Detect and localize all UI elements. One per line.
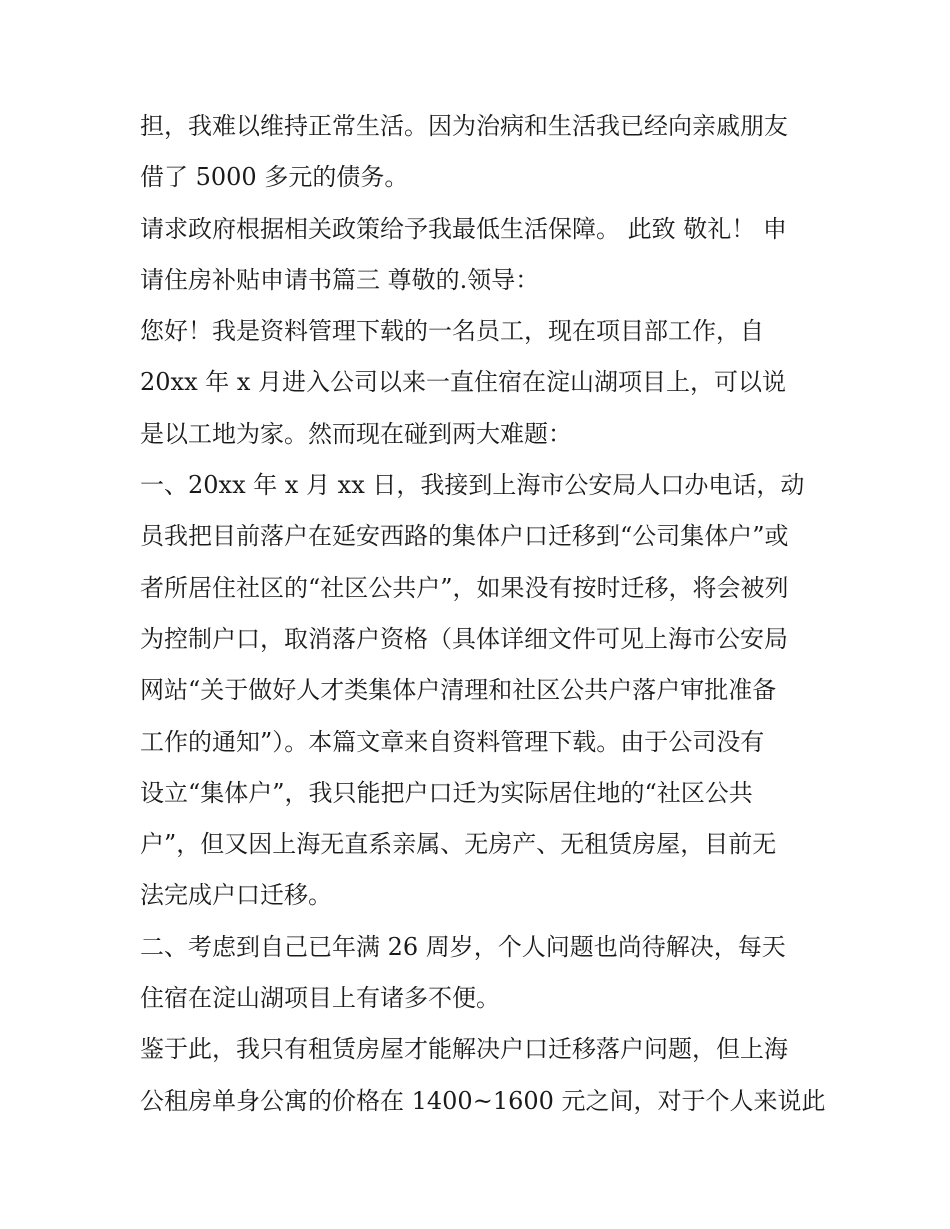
text-line: 请住房补贴申请书篇三 尊敬的.领导： bbox=[140, 265, 540, 294]
text-line: 您好！我是资料管理下载的一名员工，现在项目部工作，自 bbox=[140, 317, 764, 346]
text-line: 鉴于此，我只有租赁房屋才能解决户口迁移落户问题，但上海 bbox=[140, 1035, 788, 1064]
text-line: 20xx 年 x 月进入公司以来一直住宿在淀山湖项目上，可以说 bbox=[140, 368, 787, 397]
text-line: 户”，但又因上海无直系亲属、无房产、无租赁房屋，目前无 bbox=[140, 830, 777, 859]
text-line: 工作的通知”）。本篇文章来自资料管理下载。由于公司没有 bbox=[140, 727, 765, 756]
text-line: 请求政府根据相关政策给予我最低生活保障。 此致 敬礼！ 申 bbox=[140, 214, 787, 243]
text-line: 为控制户口，取消落户资格（具体详细文件可见上海市公安局 bbox=[140, 624, 788, 653]
document-body bbox=[140, 101, 826, 1127]
text-line: 法完成户口迁移。 bbox=[140, 881, 332, 910]
text-line: 借了 5000 多元的债务。 bbox=[140, 163, 409, 192]
text-line: 二、考虑到自己已年满 26 周岁，个人问题也尚待解决，每天 bbox=[140, 932, 786, 961]
text-line: 担，我难以维持正常生活。因为治病和生活我已经向亲戚朋友 bbox=[140, 112, 788, 140]
text-line: 公租房单身公寓的价格在 1400~1600 元之间，对于个人来说此 bbox=[140, 1086, 826, 1115]
text-line: 一、20xx 年 x 月 xx 日，我接到上海市公安局人口办电话，动 bbox=[140, 471, 805, 500]
text-line: 设立“集体户”，我只能把户口迁为实际居住地的“社区公共 bbox=[140, 778, 753, 807]
text-line: 住宿在淀山湖项目上有诸多不便。 bbox=[140, 984, 500, 1013]
text-line: 网站“关于做好人才类集体户清理和社区公共户落户审批准备 bbox=[140, 676, 777, 705]
text-line: 员我把目前落户在延安西路的集体户口迁移到“公司集体户”或 bbox=[140, 522, 789, 551]
text-line: 是以工地为家。然而现在碰到两大难题： bbox=[140, 419, 572, 448]
text-line: 者所居住社区的“社区公共户”，如果没有按时迁移，将会被列 bbox=[140, 573, 789, 602]
